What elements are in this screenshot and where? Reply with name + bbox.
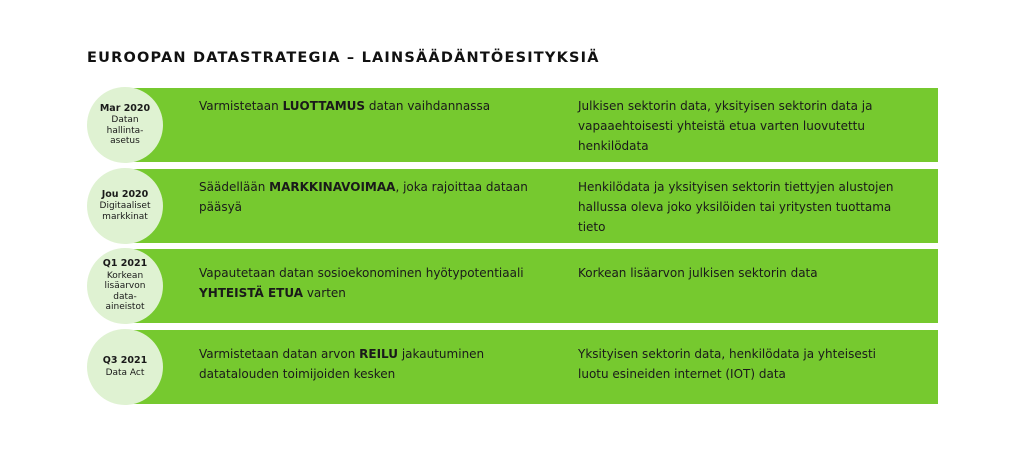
goal-keyword: YHTEISTÄ ETUA bbox=[199, 286, 303, 300]
row-date: Mar 2020 bbox=[99, 102, 151, 114]
goal-text: varten bbox=[303, 286, 346, 300]
row-label: Korkean lisäarvon data- aineistot bbox=[104, 270, 146, 313]
row-date: Jou 2020 bbox=[101, 188, 149, 200]
row-goal bbox=[199, 344, 539, 384]
row-data-act bbox=[87, 330, 938, 404]
goal-keyword: LUOTTAMUS bbox=[282, 99, 366, 113]
row-digital-markets bbox=[87, 169, 938, 243]
row-goal bbox=[199, 96, 539, 116]
row-label: Digitaaliset markkinat bbox=[99, 201, 151, 222]
row-badge bbox=[87, 87, 163, 163]
row-data-description: Yksityisen sektorin data, henkilödata ja yhteisesti luotu esineiden internet (IOT) data bbox=[578, 347, 876, 381]
row-label: Data Act bbox=[105, 367, 145, 378]
row-badge bbox=[87, 248, 163, 324]
row-goal bbox=[199, 177, 539, 217]
row-date: Q3 2021 bbox=[102, 355, 148, 366]
row-goal bbox=[199, 263, 539, 303]
row-date: Q1 2021 bbox=[102, 258, 148, 270]
row-high-value-datasets bbox=[87, 249, 938, 323]
row-data-description: Korkean lisäarvon julkisen sektorin data bbox=[578, 266, 818, 280]
goal-text: Vapautetaan datan sosioekonominen hyötypotentiaali bbox=[199, 266, 524, 280]
goal-text: Varmistetaan bbox=[199, 99, 283, 113]
goal-keyword: REILU bbox=[359, 347, 399, 361]
row-badge bbox=[87, 168, 163, 244]
row-data-governance-act bbox=[87, 88, 938, 162]
row-badge bbox=[87, 329, 163, 405]
goal-text: Varmistetaan datan arvon bbox=[199, 347, 360, 361]
goal-text: , joka rajoittaa dataan pääsyä bbox=[199, 180, 528, 214]
goal-text: datan vaihdannassa bbox=[365, 99, 491, 113]
goal-text: Säädellään bbox=[199, 180, 270, 194]
goal-keyword: MARKKINAVOIMAA bbox=[269, 180, 396, 194]
goal-text: jakautuminen datatalouden toimijoiden kesken bbox=[199, 347, 485, 381]
page-title: EUROOPAN DATASTRATEGIA – LAINSÄÄDÄNTÖESITYKSIÄ bbox=[87, 50, 600, 66]
row-data-description: Henkilödata ja yksityisen sektorin tiettyjen alustojen hallussa oleva joko yksilöiden tai yritysten tuottama tieto bbox=[578, 180, 894, 234]
row-data-description: Julkisen sektorin data, yksityisen sektorin data ja vapaaehtoisesti yhteistä etua varten luovutettu henkilödata bbox=[578, 99, 873, 153]
row-label: Datan hallinta- asetus bbox=[106, 115, 144, 146]
